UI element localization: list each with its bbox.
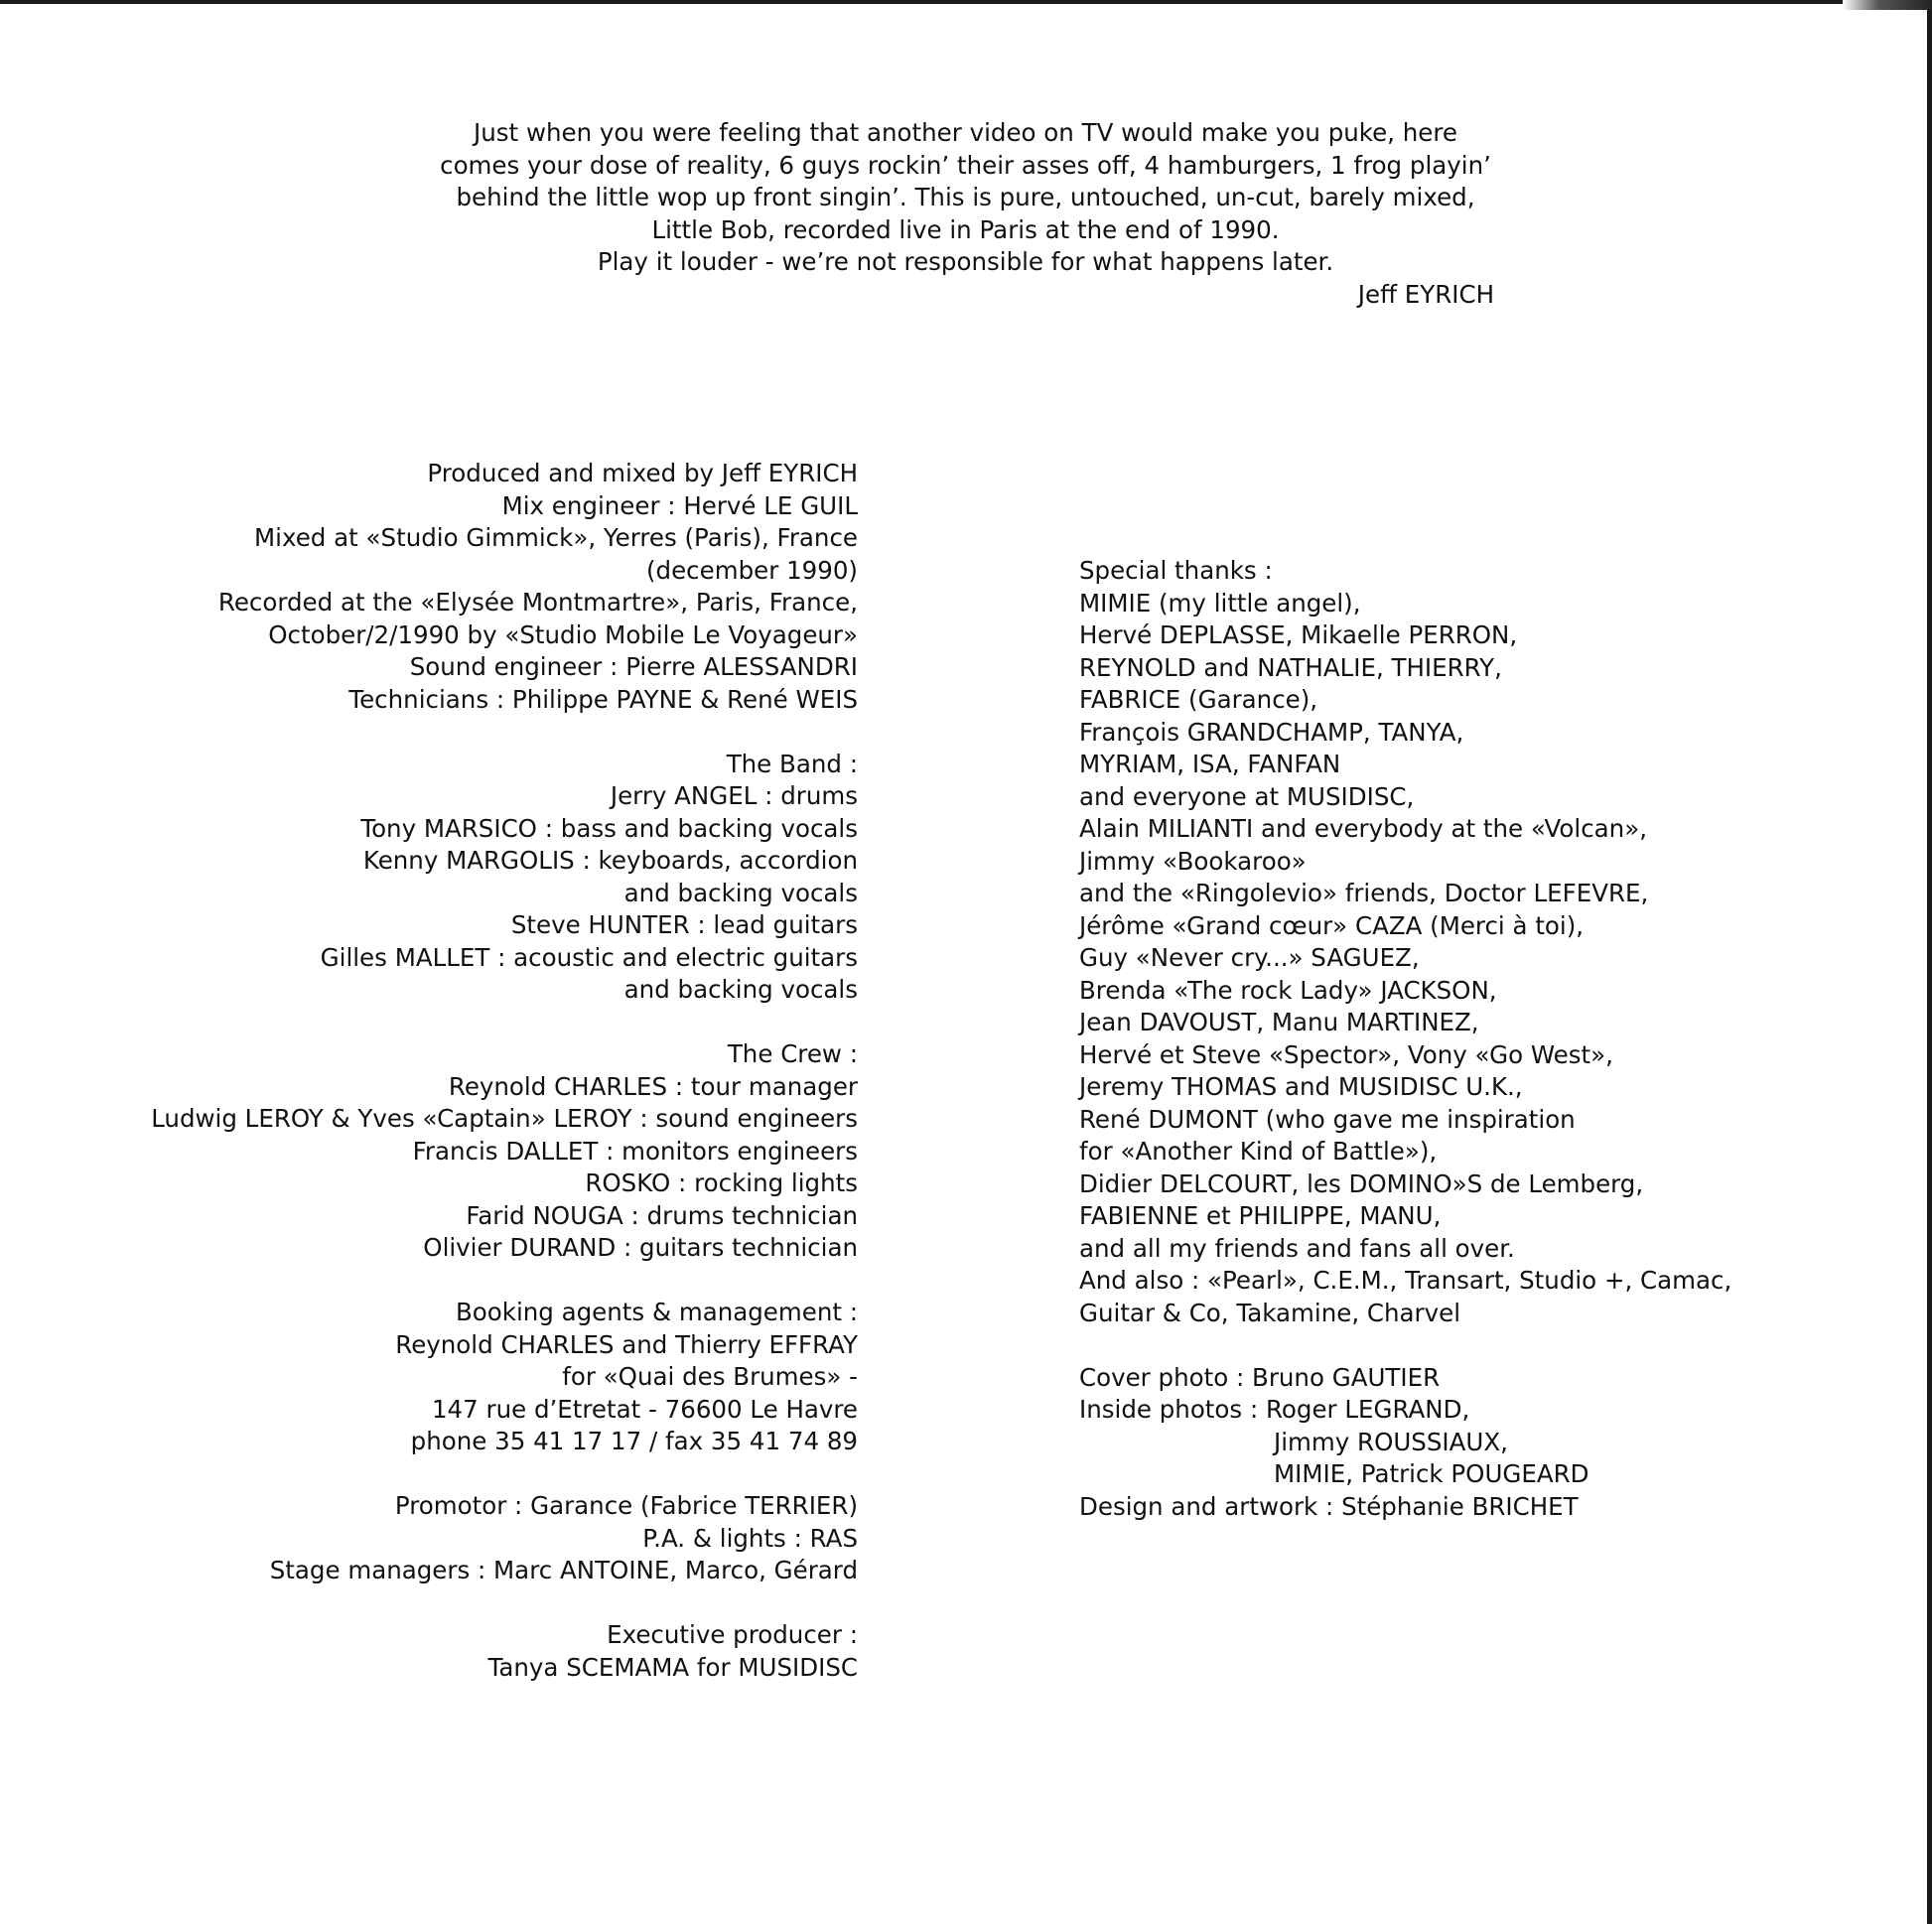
inside-photos-credit: Inside photos : Roger LEGRAND, — [1079, 1395, 1470, 1424]
crew-member: Olivier DURAND : guitars technician — [423, 1233, 858, 1262]
special-thanks — [1079, 555, 1893, 1329]
inside-photos-credit-cont: Jimmy ROUSSIAUX, — [1274, 1427, 1508, 1456]
credit-line: P.A. & lights : RAS — [642, 1523, 858, 1553]
section-gap — [0, 1458, 858, 1491]
thanks-line: Jeremy THOMAS and MUSIDISC U.K., — [1079, 1072, 1523, 1101]
thanks-line: MIMIE (my little angel), — [1079, 588, 1361, 618]
thanks-line: and the «Ringolevio» friends, Doctor LEFEVRE, — [1079, 879, 1649, 907]
crew-member: Farid NOUGA : drums technician — [466, 1200, 858, 1230]
credit-line: Mixed at «Studio Gimmick», Yerres (Paris), France — [254, 523, 858, 552]
thanks-line: FABIENNE et PHILIPPE, MANU, — [1079, 1201, 1442, 1230]
thanks-line: Jimmy «Bookaroo» — [1079, 846, 1307, 876]
intro-line: Just when you were feeling that another video on TV would make you puke, here — [474, 118, 1457, 147]
thanks-line: REYNOLD and NATHALIE, THIERRY, — [1079, 652, 1502, 682]
section-gap — [0, 1587, 858, 1620]
booking-line: Reynold CHARLES and Thierry EFFRAY — [395, 1329, 858, 1359]
executive-name: Tanya SCEMAMA for MUSIDISC — [487, 1652, 858, 1682]
thanks-line: Hervé et Steve «Spector», Vony «Go West», — [1079, 1039, 1613, 1069]
inside-photos-credit-cont: MIMIE, Patrick POUGEARD — [1274, 1459, 1589, 1488]
design-credit: Design and artwork : Stéphanie BRICHET — [1079, 1491, 1579, 1521]
band-credits — [0, 749, 858, 1007]
booking-credits — [0, 1297, 858, 1458]
band-member: and backing vocals — [623, 878, 858, 907]
intro-line: Play it louder - we’re not responsible for what happens later. — [597, 247, 1334, 276]
thanks-heading: Special thanks : — [1079, 556, 1273, 585]
crew-member: Reynold CHARLES : tour manager — [448, 1071, 858, 1101]
section-gap — [1079, 1329, 1893, 1362]
photo-credits — [1079, 1362, 1893, 1524]
thanks-line: Alain MILIANTI and everybody at the «Volcan», — [1079, 814, 1647, 843]
credit-line: Mix engineer : Hervé LE GUIL — [501, 490, 858, 520]
executive-heading: Executive producer : — [607, 1620, 858, 1649]
credit-line: Sound engineer : Pierre ALESSANDRI — [409, 652, 858, 681]
band-member: Kenny MARGOLIS : keyboards, accordion — [362, 846, 858, 875]
thanks-line: Didier DELCOURT, les DOMINO»S de Lemberg, — [1079, 1168, 1644, 1198]
intro-line: Little Bob, recorded live in Paris at the end of 1990. — [651, 214, 1280, 244]
crew-member: Francis DALLET : monitors engineers — [412, 1136, 858, 1166]
thanks-line: Guy «Never cry...» SAGUEZ, — [1079, 943, 1420, 972]
crew-member: Ludwig LEROY & Yves «Captain» LEROY : sound engineers — [151, 1104, 858, 1133]
section-gap — [0, 716, 858, 749]
thanks-line: And also : «Pearl», C.E.M., Transart, Studio +, Camac, — [1079, 1266, 1732, 1295]
credit-line: Technicians : Philippe PAYNE & René WEIS — [348, 684, 858, 714]
thanks-line: Hervé DEPLASSE, Mikaelle PERRON, — [1079, 620, 1518, 649]
intro-signature: Jeff EYRICH — [1357, 279, 1494, 309]
booking-heading: Booking agents & management : — [455, 1298, 858, 1326]
credit-line: (december 1990) — [646, 555, 858, 585]
thanks-line: Guitar & Co, Takamine, Charvel — [1079, 1298, 1461, 1327]
thanks-line: and everyone at MUSIDISC, — [1079, 781, 1415, 811]
credit-line: Promotor : Garance (Fabrice TERRIER) — [394, 1491, 858, 1520]
credit-line: Recorded at the «Elysée Montmartre», Paris, France, — [217, 588, 858, 617]
credits-left-column — [0, 458, 858, 1684]
thanks-line: FABRICE (Garance), — [1079, 685, 1318, 714]
credit-line: Produced and mixed by Jeff EYRICH — [427, 459, 858, 487]
band-member: Jerry ANGEL : drums — [610, 781, 858, 810]
crew-heading: The Crew : — [727, 1039, 858, 1068]
promotion-credits — [0, 1490, 858, 1587]
booking-address: 147 rue d’Etretat - 76600 Le Havre — [431, 1394, 858, 1424]
executive-credits — [0, 1619, 858, 1684]
credit-line: Stage managers : Marc ANTOINE, Marco, Gérard — [269, 1556, 858, 1584]
section-gap — [0, 1265, 858, 1298]
intro-paragraph — [437, 117, 1494, 311]
thanks-line: François GRANDCHAMP, TANYA, — [1079, 717, 1464, 747]
thanks-line: MYRIAM, ISA, FANFAN — [1079, 750, 1341, 778]
credit-line: October/2/1990 by «Studio Mobile Le Voyageur» — [268, 619, 858, 649]
band-member: Tony MARSICO : bass and backing vocals — [360, 813, 858, 843]
booking-line: for «Quai des Brumes» - — [562, 1362, 858, 1391]
crew-member: ROSKO : rocking lights — [585, 1168, 858, 1197]
page-edge-right — [1927, 0, 1932, 1924]
thanks-line: René DUMONT (who gave me inspiration — [1079, 1104, 1576, 1134]
cover-photo-credit: Cover photo : Bruno GAUTIER — [1079, 1362, 1441, 1392]
band-heading: The Band : — [726, 749, 858, 778]
section-gap — [0, 1007, 858, 1039]
intro-line: comes your dose of reality, 6 guys rockin’ their asses off, 4 hamburgers, 1 frog playin’ — [440, 150, 1491, 180]
crew-credits — [0, 1038, 858, 1265]
booking-phone: phone 35 41 17 17 / fax 35 41 74 89 — [410, 1427, 858, 1455]
production-credits — [0, 458, 858, 716]
thanks-line: for «Another Kind of Battle»), — [1079, 1137, 1438, 1166]
band-member: Steve HUNTER : lead guitars — [510, 910, 858, 939]
credits-right-column — [1079, 555, 1893, 1523]
thanks-line: Brenda «The rock Lady» JACKSON, — [1079, 975, 1497, 1005]
intro-line: behind the little wop up front singin’. This is pure, untouched, un-cut, barely mixed, — [456, 183, 1475, 211]
band-member: Gilles MALLET : acoustic and electric guitars — [320, 942, 858, 972]
band-member: and backing vocals — [623, 975, 858, 1004]
thanks-line: Jérôme «Grand cœur» CAZA (Merci à toi), — [1079, 910, 1585, 940]
thanks-line: and all my friends and fans all over. — [1079, 1233, 1515, 1263]
page-edge-top — [0, 0, 1932, 4]
thanks-line: Jean DAVOUST, Manu MARTINEZ, — [1079, 1008, 1479, 1036]
page-corner — [1843, 0, 1932, 10]
